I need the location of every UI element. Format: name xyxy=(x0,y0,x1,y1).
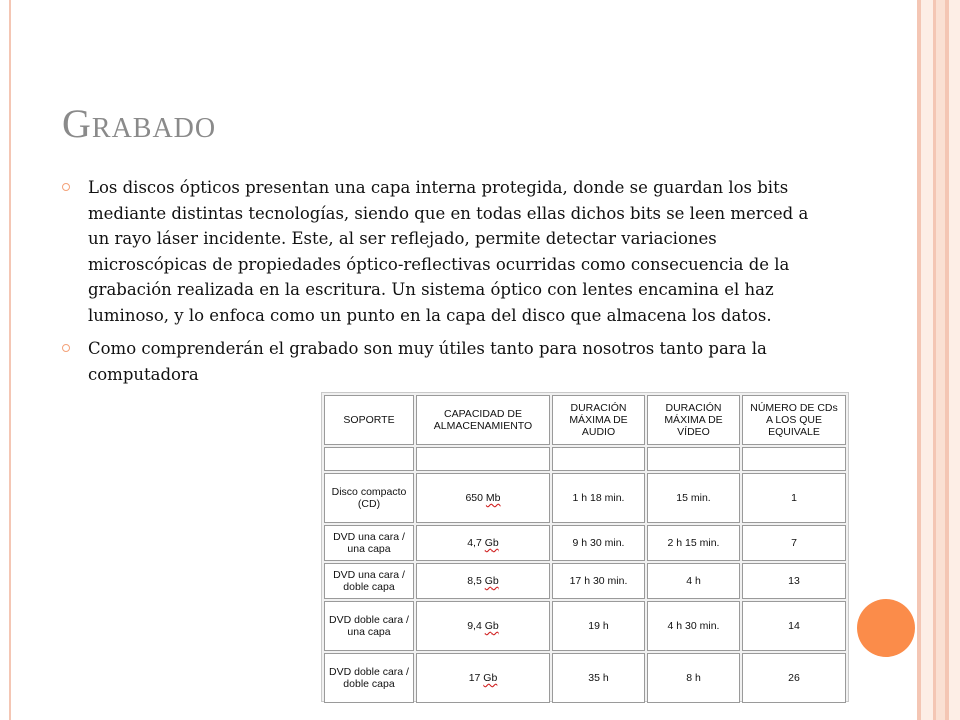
table-row xyxy=(324,601,846,651)
soporte-cell: DVD una cara / una capa xyxy=(324,525,414,561)
soporte-cell: DVD una cara / doble capa xyxy=(324,563,414,599)
cds-cell: 1 xyxy=(742,473,846,523)
capacidad-cell: 17 Gb xyxy=(416,653,550,703)
empty-cell xyxy=(416,447,550,471)
bullet-item xyxy=(62,336,822,387)
video-cell: 15 min. xyxy=(647,473,740,523)
table-row xyxy=(324,525,846,561)
cds-cell: 14 xyxy=(742,601,846,651)
video-cell: 2 h 15 min. xyxy=(647,525,740,561)
cds-cell: 13 xyxy=(742,563,846,599)
page-title: Grabado xyxy=(62,101,217,146)
video-cell: 4 h 30 min. xyxy=(647,601,740,651)
soporte-cell: DVD doble cara / una capa xyxy=(324,601,414,651)
video-cell: 8 h xyxy=(647,653,740,703)
decorative-orange-circle xyxy=(857,599,915,657)
bullet-circle-icon xyxy=(62,344,70,352)
capacidad-cell: 8,5 Gb xyxy=(416,563,550,599)
soporte-cell: Disco compacto (CD) xyxy=(324,473,414,523)
soporte-cell: DVD doble cara / doble capa xyxy=(324,653,414,703)
bullet-circle-icon xyxy=(62,183,70,191)
header-cell: SOPORTE xyxy=(324,395,414,445)
frame-left-line xyxy=(9,0,11,720)
table-row xyxy=(324,653,846,703)
bullet-text: Como comprenderán el grabado son muy útiles tanto para nosotros tanto para la computadora xyxy=(88,339,767,384)
cds-cell: 26 xyxy=(742,653,846,703)
empty-cell xyxy=(742,447,846,471)
capacidad-cell: 4,7 Gb xyxy=(416,525,550,561)
bullet-text: Los discos ópticos presentan una capa interna protegida, donde se guardan los bits mediante distintas tecnologías, siendo que en todas ellas dichos bits se leen merced a un rayo láser incidente. Este, al ser reflejado, permite detectar variaciones microscópicas de propiedades óptico-reflectivas ocurridas como consecuencia de la grabación realizada en la escritura. Un sistema óptico con lentes encamina el haz luminoso, y lo enfoca como un punto en la capa del disco que almacena los datos. xyxy=(88,178,809,325)
audio-cell: 17 h 30 min. xyxy=(552,563,645,599)
table-empty-row xyxy=(324,447,846,471)
capacidad-cell: 650 Mb xyxy=(416,473,550,523)
empty-cell xyxy=(647,447,740,471)
storage-table-image xyxy=(321,392,849,702)
audio-cell: 1 h 18 min. xyxy=(552,473,645,523)
capacidad-cell: 9,4 Gb xyxy=(416,601,550,651)
audio-cell: 9 h 30 min. xyxy=(552,525,645,561)
audio-cell: 19 h xyxy=(552,601,645,651)
table-header-row xyxy=(324,395,846,445)
cds-cell: 7 xyxy=(742,525,846,561)
table-row xyxy=(324,473,846,523)
header-cell: DURACIÓN MÁXIMA DE AUDIO xyxy=(552,395,645,445)
bullet-item xyxy=(62,175,822,328)
header-cell: CAPACIDAD DE ALMACENAMIENTO xyxy=(416,395,550,445)
bullet-list xyxy=(62,175,822,395)
empty-cell xyxy=(552,447,645,471)
table-row xyxy=(324,563,846,599)
frame-right-stripes xyxy=(917,0,960,720)
empty-cell xyxy=(324,447,414,471)
video-cell: 4 h xyxy=(647,563,740,599)
header-cell: NÚMERO DE CDs A LOS QUE EQUIVALE xyxy=(742,395,846,445)
audio-cell: 35 h xyxy=(552,653,645,703)
storage-table xyxy=(322,393,848,705)
header-cell: DURACIÓN MÁXIMA DE VÍDEO xyxy=(647,395,740,445)
